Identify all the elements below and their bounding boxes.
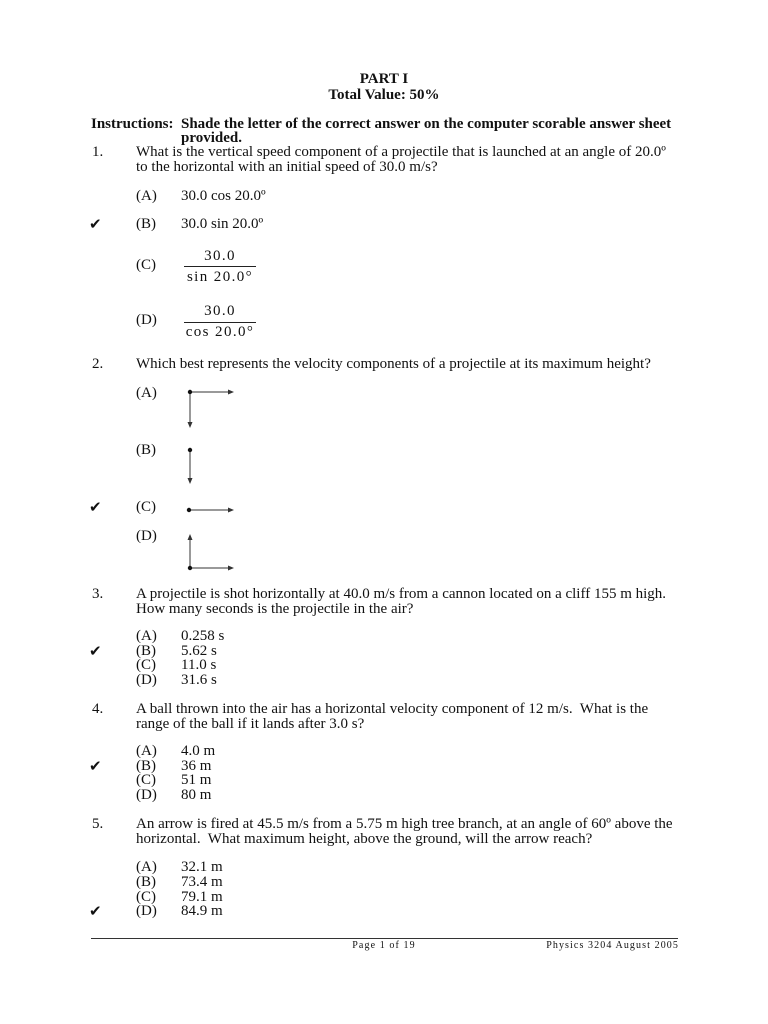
projectile-point <box>188 448 192 452</box>
exam-title: Physics 3204 August 2005 <box>546 940 679 951</box>
question-stem-line: range of the ball if it lands after 3.0 s? <box>136 716 365 732</box>
arrowhead-right <box>228 566 234 571</box>
option-value: 0.258 s <box>181 628 225 644</box>
option-letter: (A) <box>136 385 157 401</box>
arrowhead-right <box>228 508 234 513</box>
question-number: 2. <box>92 356 104 372</box>
arrowhead-up <box>188 534 193 540</box>
velocity-diagram-c <box>179 500 241 520</box>
option-letter: (D) <box>136 528 157 544</box>
answer-check-mark: ✔ <box>89 902 102 920</box>
total-value-heading: Total Value: 50% <box>328 87 440 103</box>
velocity-diagram-b <box>180 440 204 490</box>
projectile-point <box>187 508 191 512</box>
question-number: 1. <box>92 144 104 160</box>
arrowhead-right <box>228 390 234 395</box>
question-number: 4. <box>92 701 104 717</box>
question-stem-line: A ball thrown into the air has a horizontal velocity component of 12 m/s. What is the <box>136 701 649 717</box>
page-number: Page 1 of 19 <box>352 940 416 951</box>
instructions-text-line: Shade the letter of the correct answer on the computer scorable answer sheet <box>181 116 672 132</box>
velocity-diagram-d <box>180 530 242 576</box>
question-stem-line: to the horizontal with an initial speed of 30.0 m/s? <box>136 159 438 175</box>
fraction-bar <box>184 266 256 267</box>
answer-check-mark: ✔ <box>89 498 102 516</box>
option-value: 30.0 cos 20.0º <box>181 188 266 204</box>
option-value: 84.9 m <box>181 903 223 919</box>
arrowhead-down <box>188 422 193 428</box>
option-letter: (D) <box>136 787 157 803</box>
option-letter: (B) <box>136 643 156 659</box>
answer-check-mark: ✔ <box>89 215 102 233</box>
question-number: 3. <box>92 586 104 602</box>
option-value: 31.6 s <box>181 672 217 688</box>
option-letter: (B) <box>136 442 156 458</box>
option-letter: (A) <box>136 628 157 644</box>
option-value: 4.0 m <box>181 743 216 759</box>
question-number: 5. <box>92 816 104 832</box>
option-letter: (C) <box>136 772 156 788</box>
option-letter: (A) <box>136 188 157 204</box>
option-value: 80 m <box>181 787 212 803</box>
fraction-numerator: 30.0 <box>204 303 236 319</box>
projectile-point <box>188 390 192 394</box>
option-letter: (C) <box>136 257 156 273</box>
instructions-label: Instructions: <box>91 116 174 132</box>
instructions-text-line: provided. <box>181 130 242 146</box>
arrowhead-down <box>188 478 193 484</box>
option-letter: (C) <box>136 657 156 673</box>
option-letter: (A) <box>136 743 157 759</box>
option-letter: (B) <box>136 874 156 890</box>
option-value: 30.0 sin 20.0º <box>181 216 264 232</box>
question-stem-line: An arrow is fired at 45.5 m/s from a 5.75 m high tree branch, at an angle of 60º above the <box>136 816 673 832</box>
question-stem-line: How many seconds is the projectile in the air? <box>136 601 414 617</box>
option-letter: (B) <box>136 216 156 232</box>
question-stem-line: A projectile is shot horizontally at 40.0 m/s from a cannon located on a cliff 155 m high. <box>136 586 667 602</box>
option-letter: (D) <box>136 903 157 919</box>
option-value: 11.0 s <box>181 657 217 673</box>
answer-check-mark: ✔ <box>89 642 102 660</box>
fraction-denominator: sin 20.0° <box>186 269 254 285</box>
option-letter: (D) <box>136 312 157 328</box>
option-letter: (B) <box>136 758 156 774</box>
option-letter: (A) <box>136 859 157 875</box>
part-heading: PART I <box>359 71 409 87</box>
footer-divider <box>91 938 678 939</box>
option-value: 36 m <box>181 758 212 774</box>
question-stem-line: What is the vertical speed component of a projectile that is launched at an angle of 20.0º <box>136 144 666 160</box>
question-stem-line: Which best represents the velocity components of a projectile at its maximum height? <box>136 356 651 372</box>
fraction-denominator: cos 20.0° <box>185 324 255 340</box>
projectile-point <box>188 566 192 570</box>
option-letter: (C) <box>136 889 156 905</box>
fraction-numerator: 30.0 <box>204 248 236 264</box>
option-value: 51 m <box>181 772 212 788</box>
option-value: 5.62 s <box>181 643 217 659</box>
answer-check-mark: ✔ <box>89 757 102 775</box>
option-value: 79.1 m <box>181 889 223 905</box>
velocity-diagram-a <box>180 382 242 436</box>
question-stem-line: horizontal. What maximum height, above the ground, will the arrow reach? <box>136 831 593 847</box>
option-letter: (C) <box>136 499 156 515</box>
option-value: 73.4 m <box>181 874 223 890</box>
fraction-bar <box>184 322 256 323</box>
option-letter: (D) <box>136 672 157 688</box>
option-value: 32.1 m <box>181 859 223 875</box>
